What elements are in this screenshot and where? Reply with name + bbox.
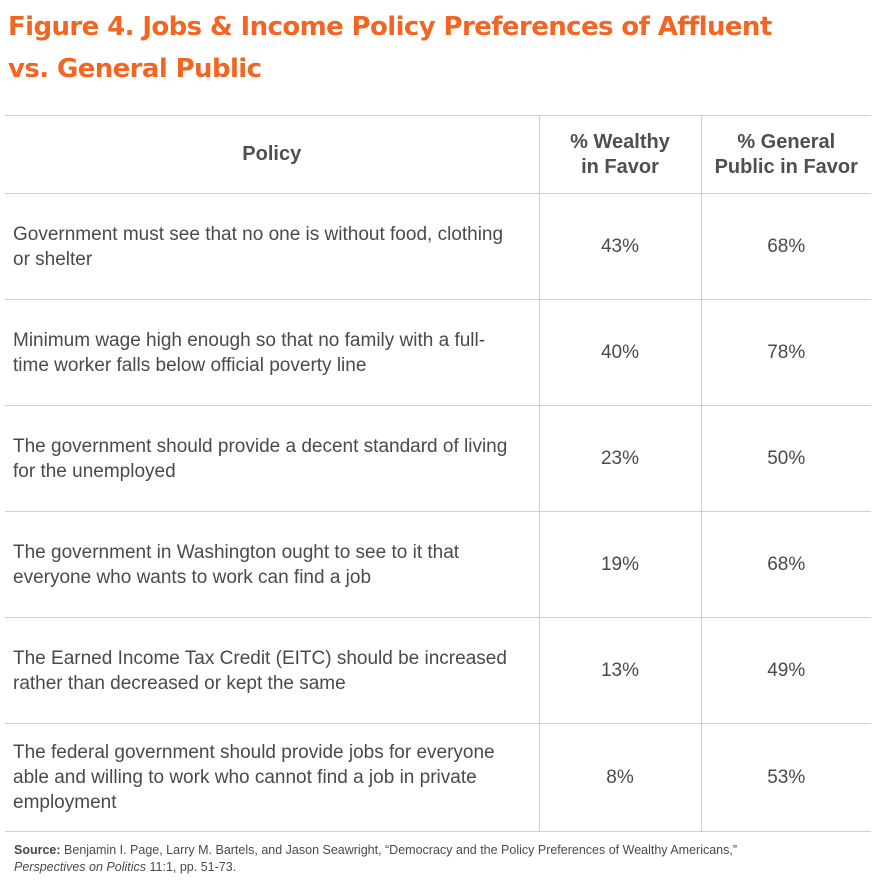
table-row <box>5 618 871 724</box>
general-public-in-favor-cell: 78% <box>701 300 871 406</box>
source-text: Benjamin I. Page, Larry M. Bartels, and Jason Seawright, “Democracy and the Policy Preferences of Wealthy Americans,” <box>64 843 738 857</box>
source-journal: Perspectives on Politics <box>14 860 147 874</box>
source-citation: 11:1, pp. 51-73. <box>149 860 237 874</box>
table-body <box>5 194 871 832</box>
policy-cell: The federal government should provide jobs for everyone able and willing to work who cannot find a job in private employment <box>5 724 539 832</box>
wealthy-in-favor-cell: 23% <box>539 406 701 512</box>
policy-cell: Minimum wage high enough so that no family with a full-time worker falls below official poverty line <box>5 300 539 406</box>
policy-cell: The Earned Income Tax Credit (EITC) should be increased rather than decreased or kept the same <box>5 618 539 724</box>
table-row <box>5 724 871 832</box>
wealthy-in-favor-cell: 43% <box>539 194 701 300</box>
column-header-wealthy: % Wealthy in Favor <box>539 116 701 194</box>
source-label: Source: <box>14 843 61 857</box>
figure-title <box>8 6 868 90</box>
wealthy-in-favor-cell: 13% <box>539 618 701 724</box>
table-row <box>5 512 871 618</box>
policy-cell: The government should provide a decent standard of living for the unemployed <box>5 406 539 512</box>
general-public-in-favor-cell: 50% <box>701 406 871 512</box>
table-row <box>5 300 871 406</box>
general-public-in-favor-cell: 68% <box>701 194 871 300</box>
general-public-in-favor-cell: 49% <box>701 618 871 724</box>
policy-table-container <box>5 115 871 832</box>
policy-preferences-table <box>5 115 871 832</box>
figure-title-line-2: vs. General Public <box>8 54 262 84</box>
column-header-policy: Policy <box>5 116 539 194</box>
source-note <box>14 842 864 876</box>
policy-cell: The government in Washington ought to see to it that everyone who wants to work can find a job <box>5 512 539 618</box>
general-public-in-favor-cell: 53% <box>701 724 871 832</box>
figure-title-line-1: Figure 4. Jobs & Income Policy Preferences of Affluent <box>8 12 772 42</box>
column-header-general-public: % General Public in Favor <box>701 116 871 194</box>
general-public-in-favor-cell: 68% <box>701 512 871 618</box>
wealthy-in-favor-cell: 40% <box>539 300 701 406</box>
wealthy-in-favor-cell: 19% <box>539 512 701 618</box>
table-row <box>5 406 871 512</box>
wealthy-in-favor-cell: 8% <box>539 724 701 832</box>
table-header-row <box>5 116 871 194</box>
table-row <box>5 194 871 300</box>
policy-cell: Government must see that no one is without food, clothing or shelter <box>5 194 539 300</box>
